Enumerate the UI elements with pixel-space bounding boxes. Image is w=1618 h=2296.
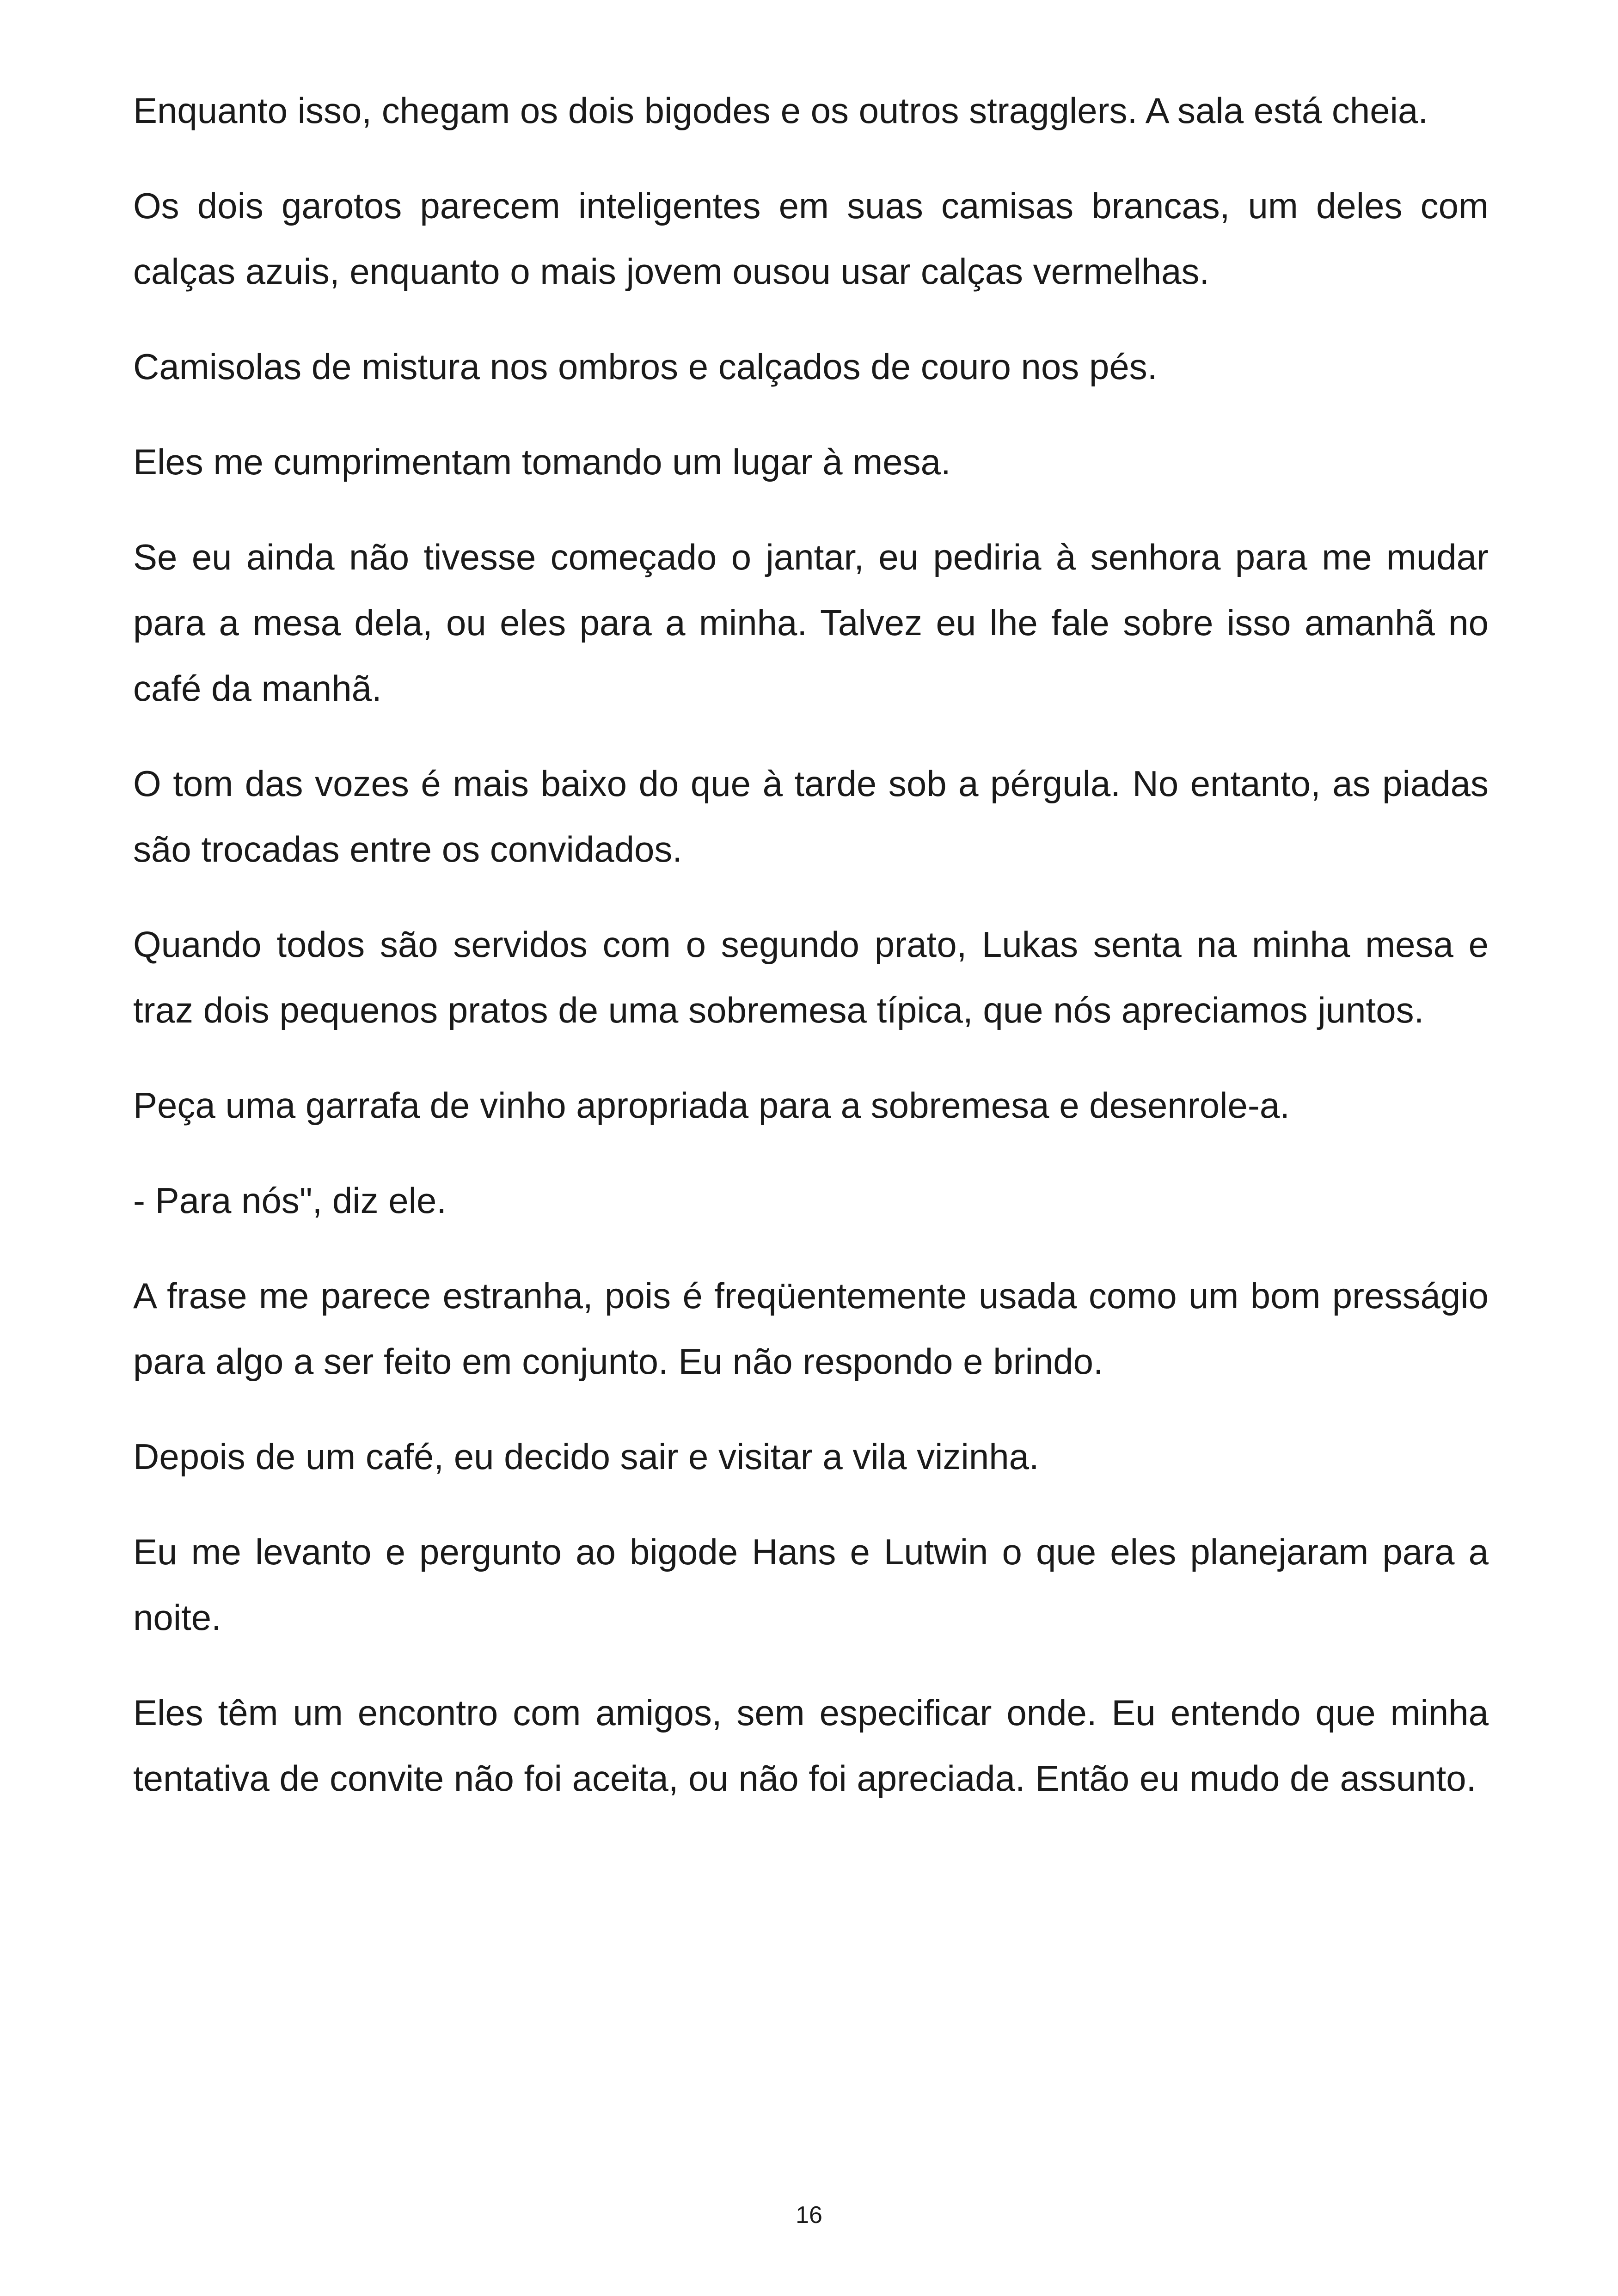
- paragraph: Camisolas de mistura nos ombros e calçados de couro nos pés.: [133, 346, 1158, 387]
- paragraph: Enquanto isso, chegam os dois bigodes e os outros stragglers. A sala está cheia.: [133, 90, 1428, 131]
- paragraph: Eles me cumprimentam tomando um lugar à mesa.: [133, 441, 951, 482]
- paragraph: Eu me levanto e pergunto ao bigode Hans e Lutwin o que eles planejaram para a noite.: [133, 1531, 1489, 1638]
- paragraph: Quando todos são servidos com o segundo prato, Lukas senta na minha mesa e traz dois pequenos pratos de uma sobremesa típica, que nós apreciamos juntos.: [133, 924, 1489, 1030]
- page-number: 16: [796, 2202, 822, 2229]
- paragraph: Os dois garotos parecem inteligentes em suas camisas brancas, um deles com calças azuis, enquanto o mais jovem ousou usar calças vermelhas.: [133, 185, 1489, 292]
- paragraph: Depois de um café, eu decido sair e visitar a vila vizinha.: [133, 1436, 1039, 1477]
- paragraph: Peça uma garrafa de vinho apropriada para a sobremesa e desenrole-a.: [133, 1085, 1290, 1126]
- paragraph: Se eu ainda não tivesse começado o jantar, eu pediria à senhora para me mudar para a mesa dela, ou eles para a minha. Talvez eu lhe fale sobre isso amanhã no café da manhã.: [133, 537, 1489, 709]
- paragraph: - Para nós", diz ele.: [133, 1180, 447, 1221]
- paragraph: O tom das vozes é mais baixo do que à tarde sob a pérgula. No entanto, as piadas são trocadas entre os convidados.: [133, 763, 1489, 869]
- body-text: [133, 78, 1489, 1841]
- paragraph: A frase me parece estranha, pois é freqüentemente usada como um bom presságio para algo a ser feito em conjunto. Eu não respondo e brindo.: [133, 1275, 1489, 1382]
- paragraph: Eles têm um encontro com amigos, sem especificar onde. Eu entendo que minha tentativa de convite não foi aceita, ou não foi apreciada. Então eu mudo de assunto.: [133, 1692, 1489, 1799]
